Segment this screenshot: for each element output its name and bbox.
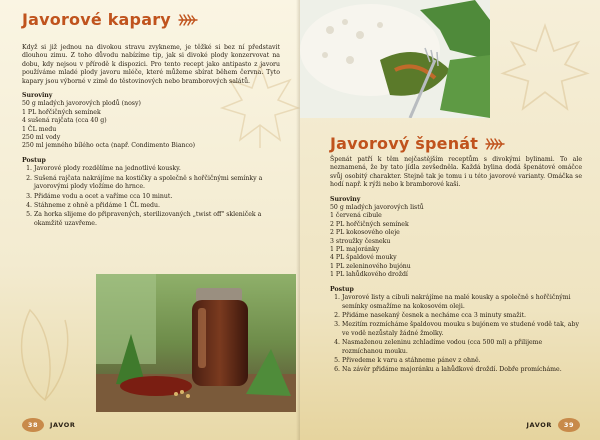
maple-spinach-with-rice-photo-icon: [300, 0, 490, 118]
step-item: 4. Stáhneme z ohně a přidáme 1 ČL medu.: [34, 202, 280, 210]
steps-list: [22, 165, 280, 228]
right-page: [300, 0, 600, 440]
recipe-intro: Špenát patří k těm nejčastějším receptům s divokými bylinami. To ale neznamená, že by tato jídla zevšedněla. Každá bylina dodá špenátové omáčce svůj osobitý charakter. Stejně tak je tomu i u této javorové varianty. Omáčka se hodí např. k rýži nebo k bramborové kaši.: [330, 156, 582, 189]
ingredient-item: 1 PL hořčičných semínek: [22, 108, 101, 116]
right-footer: [527, 418, 580, 432]
recipe-title: Javorový špenát: [330, 134, 479, 153]
step-item: 4. Nasmaženou zeleninu zchladíme vodou (cca 500 ml) a přilijeme rozmíchanou mouku.: [342, 339, 582, 356]
footer-chapter-label: JAVOR: [50, 421, 76, 429]
page-number-badge: 38: [22, 418, 44, 432]
leaf-ornament-icon: [177, 13, 199, 27]
footer-chapter-label: JAVOR: [526, 421, 552, 429]
leaf-ornament-icon: [484, 137, 506, 151]
jar-of-maple-capers-photo-icon: [96, 274, 296, 412]
ingredient-item: 250 ml vody: [22, 134, 61, 142]
left-recipe-body: [22, 44, 280, 229]
page-number-badge: 39: [558, 418, 580, 432]
dish-photo: [300, 0, 490, 118]
step-item: 5. Za horka slijeme do připravených, sterilizovaných „twist off" skleniček a okamžitě uzavřeme.: [34, 211, 280, 228]
maple-key-watermark-icon: [10, 300, 80, 410]
ingredient-item: 1 PL lahůdkového droždí: [330, 271, 408, 279]
ingredient-item: 1 PL zeleninového bujónu: [330, 262, 411, 270]
step-item: 1. Javorové listy a cibuli nakrájíme na malé kousky a společně s hořčičnými semínky osmažíme na kokosovém oleji.: [342, 294, 582, 311]
right-title-row: [330, 134, 506, 153]
ingredient-item: 50 g mladých javorových plodů (nosy): [22, 100, 141, 108]
maple-leaf-watermark-icon: [500, 20, 590, 120]
step-item: 2. Přidáme nasekaný česnek a necháme cca 3 minuty smažit.: [342, 312, 582, 320]
ingredient-item: 2 PL hořčičných semínek: [330, 220, 409, 228]
steps-heading: Postup: [22, 156, 46, 164]
recipe-title: Javorové kapary: [22, 10, 171, 29]
left-title-row: [22, 10, 199, 29]
ingredient-item: 2 PL kokosového oleje: [330, 229, 400, 237]
step-item: 1. Javorové plody rozdělíme na jednotlivé kousky.: [34, 165, 280, 173]
ingredient-item: 250 ml jemného bílého octa (např. Condimento Bianco): [22, 142, 196, 150]
ingredients-heading: Suroviny: [22, 92, 53, 100]
ingredient-item: 50 g mladých javorových listů: [330, 204, 424, 212]
ingredient-item: 1 červená cibule: [330, 212, 382, 220]
ingredient-item: 1 ČL medu: [22, 125, 57, 133]
step-item: 2. Sušená rajčata nakrájíme na kostičky a společně s hořčičnými semínky a javorovými plody vložíme do hrnce.: [34, 175, 280, 192]
step-item: 3. Mezitím rozmícháme špaldovou mouku s bujónem ve studené vodě tak, aby ve vodě nezůstaly žádné žmolky.: [342, 321, 582, 338]
recipe-intro: Když si již jednou na divokou stravu zvykneme, je těžké si bez ní představit dlouhou zimu. Z toho důvodu nabízíme tip, jak si divoké plody konzervovat na dobu, kdy nejsou v přírodě k dispozici. Pro tento recept jako antipasto z javoru používáme mladé plody javoru mléče, které můžeme sbírat během června. Tyto kapary jsou výborné v zimě do těstovinových nebo bramborových salátů.: [22, 44, 280, 85]
right-recipe-body: [330, 156, 582, 376]
ingredients-list: [22, 100, 280, 150]
ingredients-list: [330, 204, 582, 280]
steps-list: [330, 294, 582, 375]
step-item: 6. Na závěr přidáme majoránku a lahůdkové droždí. Dobře promícháme.: [342, 366, 582, 374]
ingredient-item: 4 sušená rajčata (cca 40 g): [22, 117, 107, 125]
steps-heading: Postup: [330, 285, 354, 293]
step-item: 3. Přidáme vodu a ocet a vaříme cca 10 minut.: [34, 193, 280, 201]
ingredient-item: 1 PL majoránky: [330, 246, 380, 254]
left-footer: [22, 418, 75, 432]
ingredient-item: 3 stroužky česneku: [330, 237, 391, 245]
jar-photo: [96, 274, 296, 412]
step-item: 5. Přivedeme k varu a stáhneme pánev z ohně.: [342, 357, 582, 365]
ingredients-heading: Suroviny: [330, 195, 361, 203]
ingredient-item: 4 PL špaldové mouky: [330, 254, 397, 262]
